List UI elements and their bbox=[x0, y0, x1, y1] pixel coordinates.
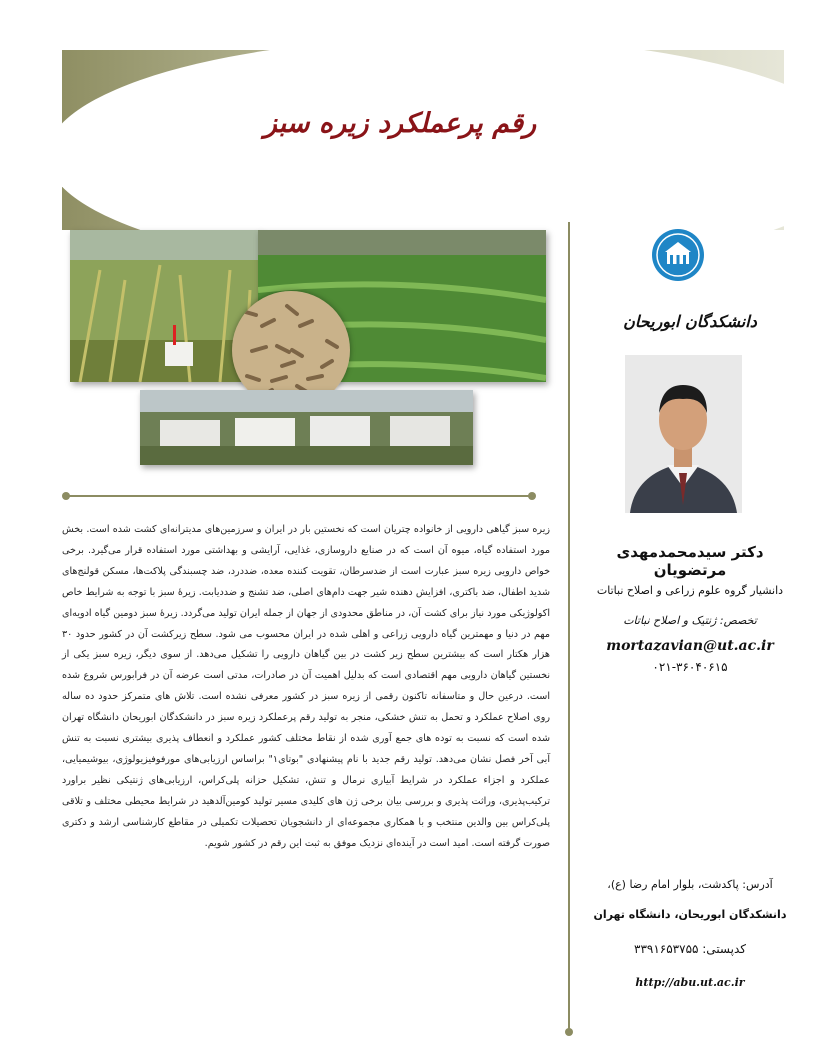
phone-number: ۰۲۱-۳۶۰۴۰۶۱۵ bbox=[652, 660, 728, 674]
photo-greenhouse-field bbox=[140, 390, 473, 465]
body-paragraph: زیره سبز گیاهی دارویی از خانواده چتریان است که نخستین بار در ایران و سرزمین‌های مدیترانه‌ای کشت شده است. بخش مورد استفاده گیاه، میوه آن است که در صنایع داروسازی، غذایی، آرایشی و بهداشتی مورد استفاده قرار می‌گیرد. برخی خواص دارویی زیره سبز عبارت است از ضدسرطان، تقویت کننده معده، ضددرد، ضد چسبندگی پلاکت‌ها، مسکن قولنج‌های شدید اطفال، ضد باکتری، افزایش دهنده شیر جهت دام‌های اصلی، ضد تشنج و ضددیابت. زیرهٔ سبز با توجه به شرایط خاص اکولوژیکی مورد نیاز برای کشت آن، در مناطق محدودی از جهان از جمله ایران تولید می‌گردد. زیرهٔ سبز دومین گیاه ادویه‌ای مهم در دنیا و مهمترین گیاه دارویی زراعی و اهلی شده در ایران محسوب می شود. سطح زیرکشت آن در کشور حدود ۳۰ هزار هکتار است که بیشترین سطح زیر کشت در بین گیاهان دارویی را تشکیل می‌دهد. از سوی دیگر، زیره سبز یکی از نخستین گیاهان دارویی مهم اقتصادی است که بدلیل اهمیت آن در صادرات، مدتی است عرضه آن در فرابورس شروع شده است. درعین حال و متاسفانه تاکنون رقمی از زیره سبز در کشور معرفی نشده است. تلاش های متمرکز حدود ده ساله روی اصلاح عملکرد و تحمل به تنش خشکی، منجر به تولید رقم پرعملکرد زیره سبز در دانشکدگان ابوریحان دانشگاه تهران شده است که نسبت به توده های جمع آوری شده از نقاط مختلف کشور عملکرد و انعطاف پذیری بیشتری نسبت به تنش آبی آخر فصل نشان می‌دهد. تولید رقم جدید با نام پیشنهادی "بوتای۱" براساس ارزیابی‌های مورفوفیزیولوژی، بیوشیمیایی، عملکرد و اجزاء عملکرد در شرایط آبیاری نرمال و تنش، تشکیل حزانه پلی‌کراس، ارزیابی‌های ژنتیکی نظیر براورد ترکیب‌پذیری، وراثت پذیری و بررسی بیان برخی ژن های کلیدی مسیر تولید کومین‌آلدهید در شرایط محیطی مختلف و تلاقی پلی‌کراس بین والدین منتخب و با همکاری مجموعه‌ای از دانشجویان تحصیلات تکمیلی در مقاطع کارشناسی ارشد و دکتری صورت گرفته است. امید است در آینده‌ای نزدیک موفق به ثبت این رقم در کشور شویم. bbox=[62, 524, 550, 849]
postal-code: کدپستی: ۳۳۹۱۶۵۳۷۵۵ bbox=[634, 942, 746, 956]
person-name: دکتر سیدمحمدمهدی مرتضویان bbox=[616, 543, 764, 579]
divider-dot-right bbox=[528, 492, 536, 500]
column-divider-dot bbox=[565, 1028, 573, 1036]
page-title: رقم پرعملکرد زیره سبز bbox=[263, 108, 537, 139]
column-divider bbox=[568, 222, 570, 1032]
header-banner bbox=[62, 50, 784, 230]
section-divider bbox=[66, 495, 532, 497]
divider-dot-left bbox=[62, 492, 70, 500]
university-name: دانشکدگان ابوریحان bbox=[623, 312, 757, 331]
portrait-photo bbox=[625, 355, 742, 513]
address-line-2: دانشکدگان ابوریحان، دانشگاه تهران bbox=[593, 908, 787, 921]
address-line-1: آدرس: پاکدشت، بلوار امام رضا (ع)، bbox=[607, 878, 773, 891]
photo-plant-field bbox=[70, 230, 260, 382]
website-link[interactable]: http://abu.ut.ac.ir bbox=[635, 976, 745, 989]
specialty: تخصص: ژنتیک و اصلاح نباتات bbox=[623, 614, 757, 627]
academic-position: دانشیار گروه علوم زراعی و اصلاح نباتات bbox=[596, 584, 784, 597]
university-logo-icon bbox=[651, 228, 705, 282]
email-address[interactable]: mortazavian@ut.ac.ir bbox=[606, 638, 774, 654]
